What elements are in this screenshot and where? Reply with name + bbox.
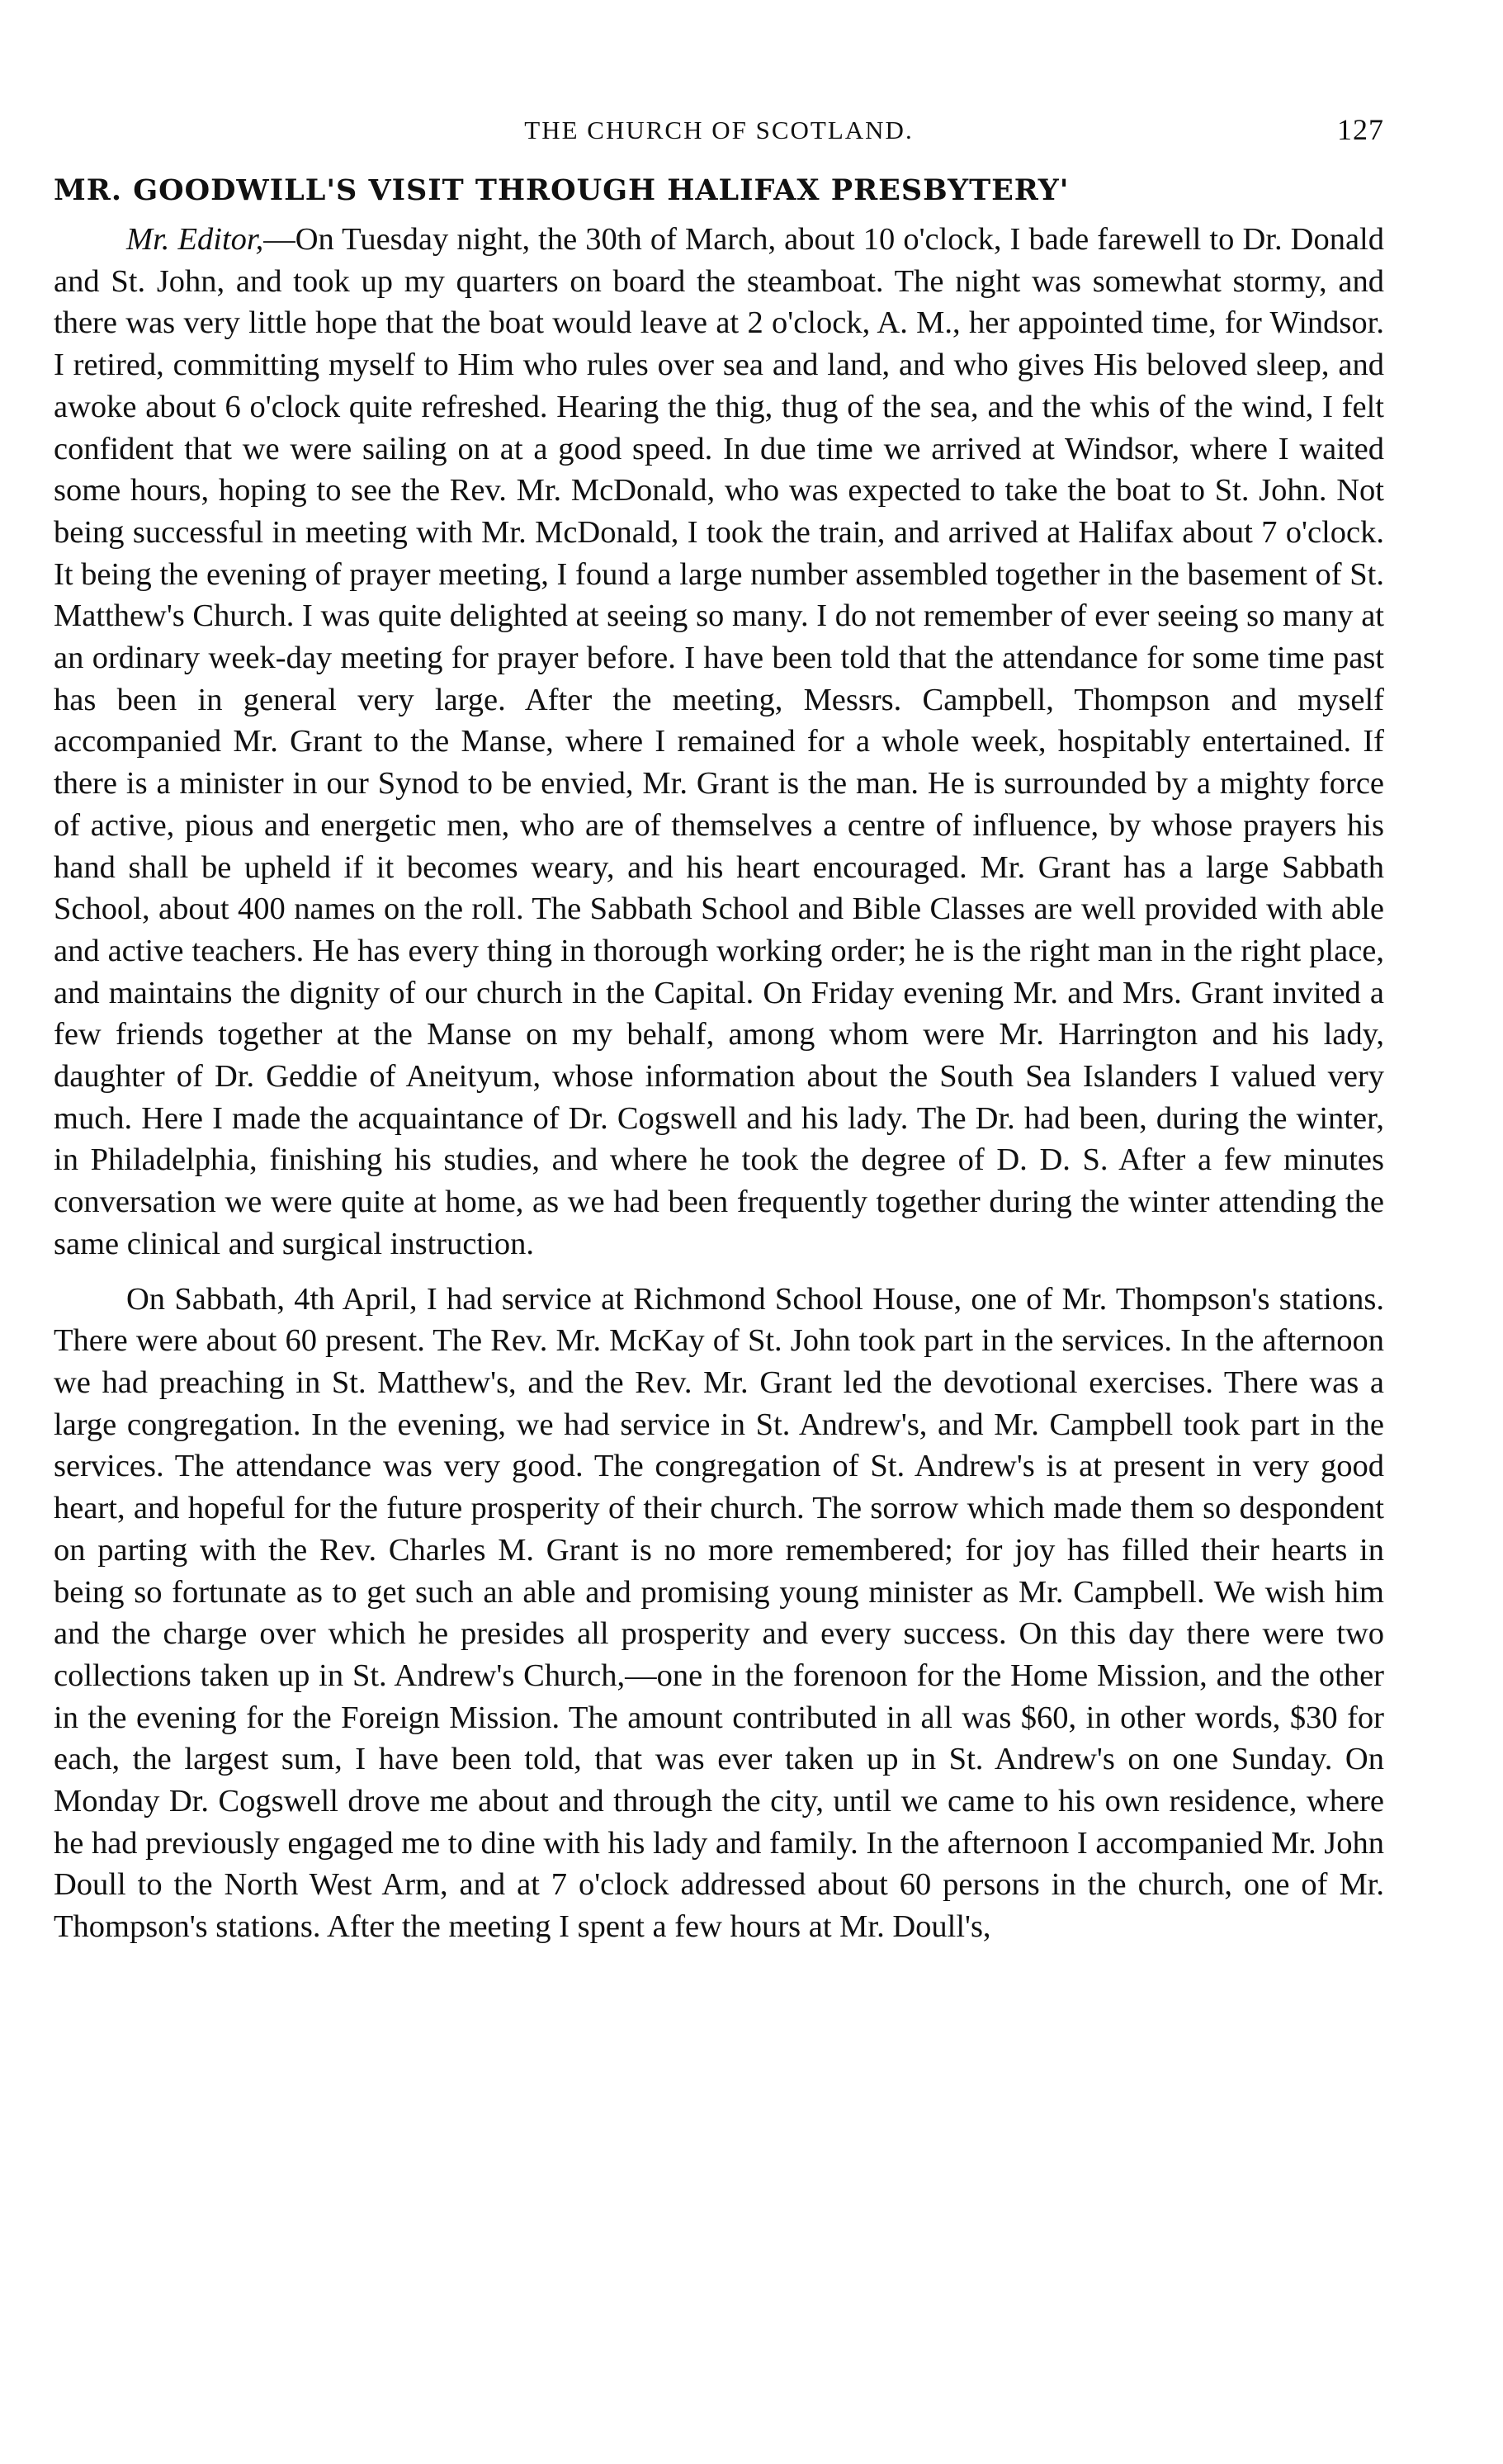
paragraph-2-text: On Sabbath, 4th April, I had service at Richmond School House, one of Mr. Thompson's stations. There were about 60 present. The Rev. Mr. McKay of St. John took part in the services. In the afternoon we had preaching in St. Matthew's, and the Rev. Mr. Grant led the devotional exercises. There was a large congregation. In the evening, we had service in St. Andrew's, and Mr. Campbell took part in the services. The attendance was very good. The congregation of St. Andrew's is at present in very good heart, and hopeful for the future prosperity of their church. The sorrow which made them so despondent on parting with the Rev. Charles M. Grant is no more remembered; for joy has filled their hearts in being so fortunate as to get such an able and promising young minister as Mr. Campbell. We wish him and the charge over which he presides all prosperity and every success. On this day there were two collections taken up in St. Andrew's Church,—one in the forenoon for the Home Mission, and the other in the evening for the Foreign Mission. The amount contributed in all was $60, in other words, $30 for each, the largest sum, I have been told, that was ever taken up in St. Andrew's on one Sunday. On Monday Dr. Cogswell drove me about and through the city, until we came to his own residence, where he had previously engaged me to dine with his lady and family. In the afternoon I accompanied Mr. John Doull to the North West Arm, and at 7 o'clock addressed about 60 persons in the church, one of Mr. Thompson's stations. After the meeting I spent a few hours at Mr. Doull's, — [54, 1281, 1384, 1945]
article-paragraph-2 — [54, 1279, 1384, 1948]
running-head — [54, 113, 1384, 157]
salutation: Mr. Editor, — [126, 222, 264, 257]
article-title: MR. GOODWILL'S VISIT THROUGH HALIFAX PRESBYTERY' — [54, 173, 1070, 207]
page — [54, 113, 1384, 1948]
article-paragraph-1 — [54, 219, 1384, 1265]
page-number: 127 — [1337, 113, 1384, 146]
paragraph-1-text: —On Tuesday night, the 30th of March, about 10 o'clock, I bade farewell to Dr. Donald and St. John, and took up my quarters on board the steamboat. The night was somewhat stormy, and there was very little hope that the boat would leave at 2 o'clock, A. M., her appointed time, for Windsor. I retired, committing myself to Him who rules over sea and land, and who gives His beloved sleep, and awoke about 6 o'clock quite refreshed. Hearing the thig, thug of the sea, and the whis of the wind, I felt confident that we were sailing on at a good speed. In due time we arrived at Windsor, where I waited some hours, hoping to see the Rev. Mr. McDonald, who was expected to take the boat to St. John. Not being successful in meeting with Mr. McDonald, I took the train, and arrived at Halifax about 7 o'clock. It being the evening of prayer meeting, I found a large number assembled together in the basement of St. Matthew's Church. I was quite delighted at seeing so many. I do not remember of ever seeing so many at an ordinary week-day meeting for prayer before. I have been told that the attendance for some time past has been in general very large. After the meeting, Messrs. Campbell, Thompson and myself accompanied Mr. Grant to the Manse, where I remained for a whole week, hospitably entertained. If there is a minister in our Synod to be envied, Mr. Grant is the man. He is surrounded by a mighty force of active, pious and energetic men, who are of themselves a centre of influence, by whose prayers his hand shall be upheld if it becomes weary, and his heart encouraged. Mr. Grant has a large Sabbath School, about 400 names on the roll. The Sabbath School and Bible Classes are well provided with able and active teachers. He has every thing in thorough working order; he is the right man in the right place, and maintains the dignity of our church in the Capital. On Friday evening Mr. and Mrs. Grant invited a few friends together at the Manse on my behalf, among whom were Mr. Harrington and his lady, daughter of Dr. Geddie of Aneityum, whose information about the South Sea Islanders I valued very much. Here I made the acquaintance of Dr. Cogswell and his lady. The Dr. had been, during the winter, in Philadelphia, finishing his studies, and where he took the degree of D. D. S. After a few minutes conversation we were quite at home, as we had been frequently together during the winter attending the same clinical and surgical instruction. — [54, 222, 1384, 1261]
running-title: THE CHURCH OF SCOTLAND. — [524, 116, 914, 144]
